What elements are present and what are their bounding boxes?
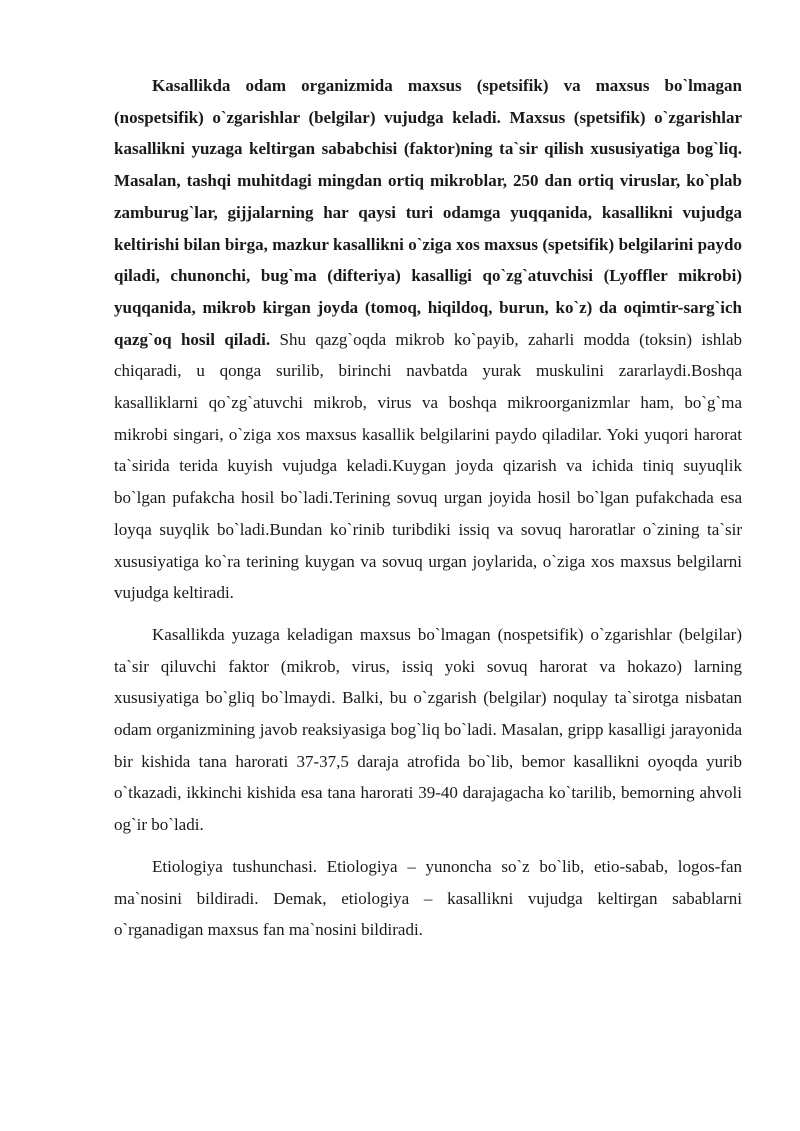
- paragraph-specific-changes: [114, 70, 742, 609]
- paragraph-regular-text: Shu qazg`oqda mikrob ko`payib, zaharli modda (toksin) ishlab chiqaradi, u qonga surilib, birinchi navbatda yurak muskulini zararlaydi.Boshqa kasalliklarni qo`zg`atuvchi mikrob, virus va boshqa mikroorganizmlar ham, bo`g`ma mikrobi singari, o`ziga xos maxsus kasallik belgilarini paydo qiladilar. Yoki yuqori harorat ta`sirida terida kuyish vujudga keladi.Kuygan joyda qizarish va ichida tiniq suyuqlik bo`lgan pufakcha hosil bo`ladi.Terining sovuq urgan joyida hosil bo`lgan pufakchada esa loyqa suyqlik bo`ladi.Bundan ko`rinib turibdiki issiq va sovuq haroratlar o`zining ta`sir xususiyatiga ko`ra terining kuygan va sovuq urgan joylarida, o`ziga xos maxsus belgilarni vujudga keltiradi.: [114, 329, 743, 603]
- paragraph-etiology: Etiologiya tushunchasi. Etiologiya – yunoncha so`z bo`lib, etio-sabab, logos-fan ma`nosini bildiradi. Demak, etiologiya – kasallikni vujudga keltirgan sabablarni o`rganadigan maxsus fan ma`nosini bildiradi.: [114, 856, 742, 940]
- paragraph-bold-text: Kasallikda odam organizmida maxsus (spetsifik) va maxsus bo`lmagan (nospetsifik) o`zgarishlar (belgilar) vujudga keladi. Maxsus (spetsifik) o`zgarishlar kasallikni yuzaga keltirgan sababchisi (faktor)ning ta`sir qilish xususiyatiga bog`liq. Masalan, tashqi muhitdagi mingdan ortiq mikroblar, 250 dan ortiq viruslar, ko`plab zamburug`lar, gijjalarning har qaysi turi odamga yuqqanida, kasallikni vujudga keltirishi bilan birga, mazkur kasallikni o`ziga xos maxsus (spetsifik) belgilarini paydo qiladi, chunonchi, bug`ma (difteriya) kasalligi qo`zg`atuvchisi (Lyoffler mikrobi) yuqqanida, mikrob kirgan joyda (tomoq, hiqildoq, burun, ko`z) da oqimtir-sarg`ich qazg`oq hosil qiladi.: [114, 76, 742, 349]
- document-page: [114, 70, 742, 946]
- paragraph-nonspecific-changes: Kasallikda yuzaga keladigan maxsus bo`lmagan (nospetsifik) o`zgarishlar (belgilar) ta`sir qiluvchi faktor (mikrob, virus, issiq yoki sovuq harorat va hokazo) larning xususiyatiga bo`gliq bo`lmaydi. Balki, bu o`zgarish (belgilar) noqulay ta`sirotga nisbatan odam organizmining javob reaksiyasiga bog`liq bo`ladi. Masalan, gripp kasalligi jarayonida bir kishida tana harorati 37-37,5 daraja atrofida bo`lib, bemor kasallikni oyoqda yurib o`tkazadi, ikkinchi kishida esa tana harorati 39-40 darajagacha ko`tarilib, bemorning ahvoli og`ir bo`ladi.: [114, 624, 742, 835]
